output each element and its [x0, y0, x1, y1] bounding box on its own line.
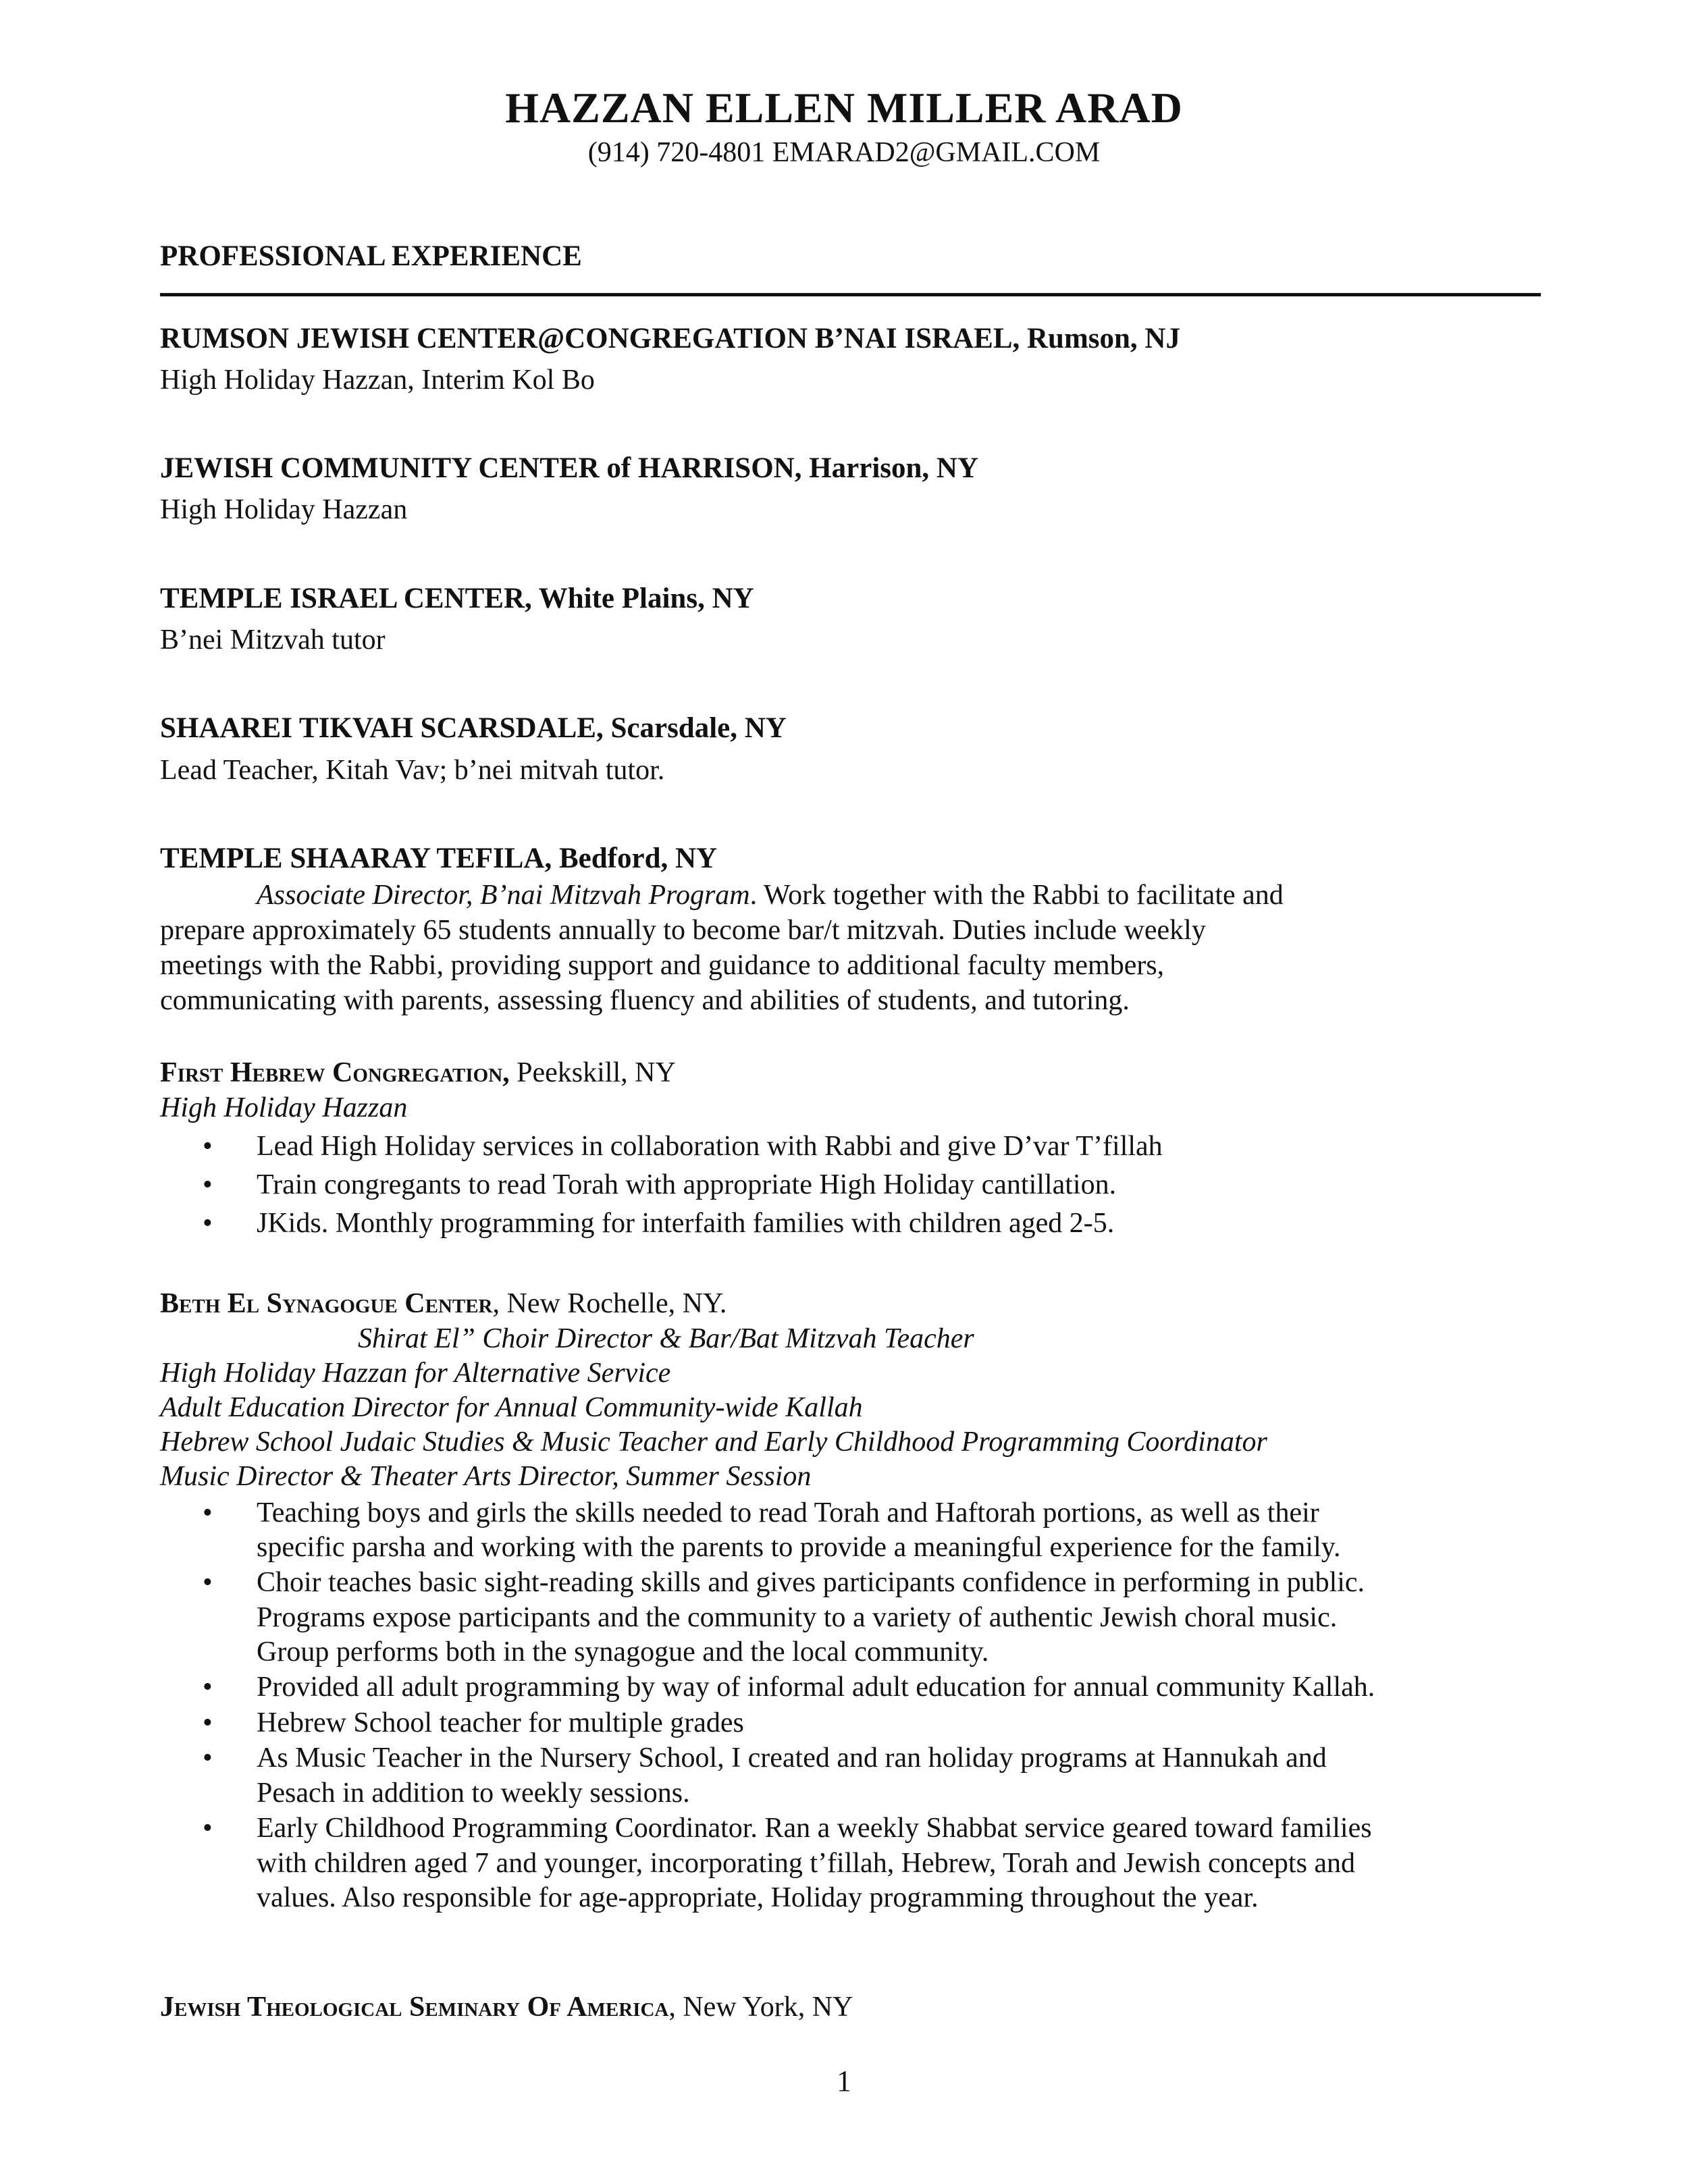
job-org: SHAAREI TIKVAH SCARSDALE, Scarsdale, NY [160, 712, 787, 744]
job-role: High Holiday Hazzan [160, 494, 408, 525]
job-org: Jewish Theological Seminary Of America [160, 1992, 669, 2023]
job-org: Beth El Synagogue Center [160, 1288, 493, 1319]
job-role: High Holiday Hazzan, Interim Kol Bo [160, 365, 595, 396]
job-location: , New Rochelle, NY. [492, 1288, 727, 1319]
job-org: TEMPLE SHAARAY TEFILA, Bedford, NY [160, 843, 718, 874]
job-role: Lead Teacher, Kitah Vav; b’nei mitvah tutor. [160, 755, 665, 786]
job-location: Peekskill, NY [509, 1057, 676, 1088]
job-role: Hebrew School Judaic Studies & Music Teacher and Early Childhood Programming Coordinator [160, 1427, 1267, 1458]
job-role: High Holiday Hazzan for Alternative Service [160, 1358, 671, 1389]
job-desc-line: prepare approximately 65 students annually to become bar/t mitzvah. Duties include weekly [160, 915, 1206, 946]
bullet-dot: • [203, 1497, 213, 1528]
email-address: EMARAD2@GMAIL.COM [772, 137, 1101, 168]
bullet-dot: • [203, 1567, 213, 1598]
bullet-dot: • [203, 1813, 213, 1844]
job-role: Shirat El” Choir Director & Bar/Bat Mitzvah Teacher [358, 1323, 974, 1354]
job-org: RUMSON JEWISH CENTER@CONGREGATION B’NAI ISRAEL, Rumson, NJ [160, 323, 1180, 354]
section-divider [160, 293, 1541, 296]
job-org: First Hebrew Congregation, [160, 1057, 510, 1088]
bullet-dot: • [203, 1742, 213, 1774]
bullet-dot: • [203, 1672, 213, 1703]
job-org-line [160, 1055, 676, 1090]
job-role: High Holiday Hazzan [160, 1092, 408, 1123]
job-role: B’nei Mitzvah tutor [160, 624, 386, 656]
section-title: PROFESSIONAL EXPERIENCE [160, 240, 582, 272]
page-number: 1 [837, 2065, 851, 2098]
job-org-line [160, 1990, 853, 2025]
job-desc-line: communicating with parents, assessing fluency and abilities of students, and tutoring. [160, 985, 1130, 1016]
job-role: Music Director & Theater Arts Director, Summer Session [160, 1461, 812, 1492]
job-role: Associate Director, B’nai Mitzvah Program [257, 880, 750, 911]
job-desc-line: meetings with the Rabbi, providing support and guidance to additional faculty members, [160, 950, 1165, 981]
contact-line [0, 135, 1688, 170]
bullet-dot: • [203, 1707, 213, 1738]
resume-page: HAZZAN ELLEN MILLER ARAD (914) 720-4801 EMARAD2@GMAIL.COM PROFESSIONAL EXPERIENCE RUMSON JEWISH CENTER@CONGREGATION B’NAI ISRAEL, Rumson, NJ High Holiday Hazzan, Interim Kol Bo JEWISH COMMUNITY CENTER of HARRISON, Harrison, NY High Holiday Hazzan TEMPLE ISRAEL CENTER, White Plains, NY B’nei Mitzvah tutor SHAAREI TIKVAH SCARSDALE, Scarsdale, NY Lead Teacher, Kitah Vav; b’nei mitvah tutor. TEMPLE SHAARAY TEFILA, Bedford, NY Associate Director, B’nai Mitzvah Program. Work together with the Rabbi to facilitate and prepare approximately 65 students annually to become bar/t mitzvah. Duties include weekly meetings with the Rabbi, providing support and guidance to additional faculty members, communicating with parents, assessing fluency and abilities of students, and tutoring. First Hebrew Congregation, Peekskill, NY High Holiday Hazzan • Lead High Holiday services in collaboration with Rabbi and give D’var T’fillah • Train congregants to read Torah with appropriate High Holiday cantillation. • JKids. Monthly programming for interfaith families with children aged 2-5. Beth El Synagogue Center, New Rochelle, NY. Shirat El” Choir Director & Bar/Bat Mitzvah Teacher High Holiday Hazzan for Alternative Service Adult Education Director for Annual Community-wide Kallah Hebrew School Judaic Studies & Music Teacher and Early Childhood Programming Coordinator Music Director & Theater Arts Director, Summer Session • Teaching boys and girls the skills needed to read Torah and Haftorah portions, as well as their specific parsha and working with the parents to provide a meaningful experience for the family. • Choir teaches basic sight-reading skills and gives participants confidence in performing in public. Programs expose participants and the community to a variety of authentic Jewish choral music. Group performs both in the synagogue and the local community. • Provided all adult programming by way of informal adult education for annual community Kallah. • Hebrew School teacher for multiple grades • As Music Teacher in the Nursery School, I created and ran holiday programs at Hannukah and Pesach in addition to weekly sessions. • Early Childhood Programming Coordinator. Ran a weekly Shabbat service geared toward families with children aged 7 and younger, incorporating t’fillah, Hebrew, Torah and Jewish concepts and values. Also responsible for age-appropriate, Holiday programming throughout the year. Jewish Theological Seminary Of America, New York, NY 1 [0, 0, 1688, 2184]
bullet-dot: • [203, 1169, 213, 1200]
job-org: TEMPLE ISRAEL CENTER, White Plains, NY [160, 583, 754, 614]
resume-name: HAZZAN ELLEN MILLER ARAD [505, 84, 1183, 132]
job-location: , New York, NY [668, 1992, 853, 2023]
job-role: Adult Education Director for Annual Community-wide Kallah [160, 1392, 863, 1423]
job-org-line [160, 1286, 727, 1321]
bullet-dot: • [203, 1208, 213, 1239]
bullet-dot: • [203, 1131, 213, 1162]
job-desc-line: Associate Director, B’nai Mitzvah Program. Work together with the Rabbi to facilitate and [257, 880, 1284, 911]
phone-number: (914) 720-4801 [587, 137, 766, 168]
job-org: JEWISH COMMUNITY CENTER of HARRISON, Harrison, NY [160, 452, 979, 484]
